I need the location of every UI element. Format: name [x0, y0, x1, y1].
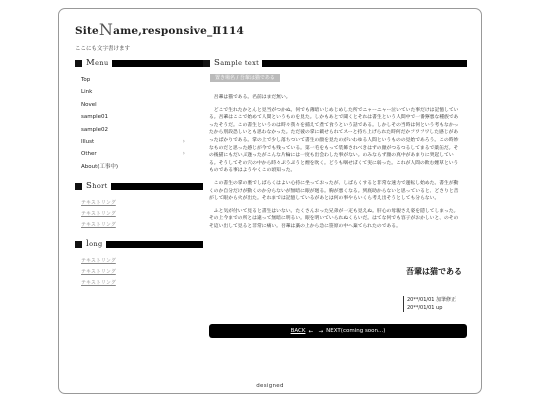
- heading-bar: [112, 60, 203, 67]
- long-link[interactable]: テキストリング: [81, 258, 116, 264]
- menu-item-other[interactable]: Other ›: [81, 148, 185, 160]
- long-link-list: [81, 256, 161, 289]
- article-paragraph: どこで生れたかとんと見当がつかぬ。何でも薄暗いじめじめした所でニャーニャー泣いていた事だけは記憶している。吾輩はここで始めて人間というものを見た。しかもあとで聞くとそれは書生という人間中で一番獰悪な種族であったそうだ。この書生というのは時々我々を捕えて煮て食うという話である。しかしその当時は何という考もなかったから別段恐しいとも思わなかった。ただ彼の掌に載せられてスーと持ち上げられた時何だかフワフワした感じがあったばかりである。掌の上で少し落ちついて書生の顔を見たのがいわゆる人間というものの見始であろう。この時妙なものだと思った感じが今でも残っている。第一毛をもって装飾されべきはずの顔がつるつるしてまるで薬缶だ。その後猫にもだいぶ逢ったがこんな片輪には一度も出会わした事がない。のみならず顔の真中があまりに突起している。そうしてその穴の中から時々ぷうぷうと煙を吹く。どうも咽せぽくて実に弱った。これが人間の飲む煙草というものである事はようやくこの頃知った。: [209, 107, 459, 174]
- short-heading: [75, 182, 203, 190]
- menu-item-sample02[interactable]: sample02: [81, 126, 108, 133]
- main-heading-label: Sample text: [214, 58, 260, 68]
- long-link[interactable]: テキストリング: [81, 269, 116, 275]
- heading-bar: [111, 183, 203, 190]
- short-link[interactable]: テキストリング: [81, 200, 116, 206]
- pager-arrows: ← →: [308, 329, 324, 335]
- article-title: 吾輩は猫である: [406, 267, 462, 276]
- article-paragraph: 吾輩は猫である。名前はまだ無い。: [213, 95, 291, 100]
- footer-credit: designed: [256, 383, 284, 389]
- next-label: NEXT(coming soon...): [326, 328, 386, 334]
- heading-square-icon: [75, 241, 82, 248]
- heading-bar: [262, 60, 467, 67]
- site-title-rest: ame,responsive_Ⅱ114: [113, 25, 244, 37]
- article-body: [209, 94, 462, 236]
- long-heading-label: long: [86, 239, 103, 249]
- short-link-list: [81, 198, 161, 231]
- menu-heading: [75, 59, 203, 67]
- menu-list: [81, 74, 185, 173]
- menu-heading-label: Menu: [86, 58, 109, 68]
- breadcrumb[interactable]: 置き場名 / 吾輩は猫である: [210, 74, 280, 82]
- heading-square-icon: [75, 60, 82, 67]
- menu-item-illust[interactable]: Illust ›: [81, 136, 185, 148]
- main-heading: [203, 59, 467, 67]
- heading-bar: [106, 241, 203, 248]
- site-title[interactable]: [75, 20, 244, 39]
- date-revised: 20**/01/01 加筆修正: [407, 297, 457, 303]
- menu-item-novel[interactable]: Novel: [81, 101, 97, 108]
- date-up: 20**/01/01 up: [407, 305, 443, 311]
- menu-item-top[interactable]: Top: [81, 77, 91, 83]
- chevron-right-icon: ›: [182, 150, 185, 158]
- long-link[interactable]: テキストリング: [81, 280, 116, 286]
- pager-bar: [209, 324, 467, 338]
- chevron-right-icon: ›: [182, 137, 185, 145]
- update-dates: [403, 296, 456, 312]
- heading-square-icon: [203, 60, 210, 67]
- heading-square-icon: [75, 183, 82, 190]
- short-link[interactable]: テキストリング: [81, 222, 116, 228]
- long-heading: [75, 240, 203, 248]
- menu-item-about[interactable]: About(工事中): [81, 163, 119, 170]
- back-link[interactable]: BACK: [290, 328, 306, 334]
- page-frame: [58, 8, 482, 394]
- short-link[interactable]: テキストリング: [81, 211, 116, 217]
- site-title-initial: N: [98, 20, 114, 39]
- site-subtitle: ここにも文字書けます: [75, 46, 131, 52]
- article-paragraph: この書生の掌の裏でしばらくはよい心持に坐っておったが、しばらくすると非常な速力で運転し始めた。書生が動くのか自分だけが動くのか分らないが無暗に眼が廻る。胸が悪くなる。到底助からないと思っていると、どさりと音がして眼から火が出た。それまでは記憶しているがあとは何の事やらいくら考え出そうとしても分らない。: [209, 180, 459, 202]
- short-heading-label: Short: [86, 181, 108, 191]
- menu-item-sample01[interactable]: sample01: [81, 114, 108, 121]
- article-paragraph: ふと気が付いて見ると書生はいない。たくさんおった兄弟が一疋も見えぬ。肝心の母親さえ姿を隠してしまった。その上今までの所とは違って無暗に明るい。眼を明いていられぬくらいだ。はてな何でも容子がおかしいと、のそのそ這い出して見ると非常に痛い。吾輩は藁の上から急に笹原の中へ棄てられたのである。: [209, 208, 459, 229]
- site-title-prefix: Site: [75, 25, 99, 37]
- menu-item-link[interactable]: Link: [81, 89, 93, 96]
